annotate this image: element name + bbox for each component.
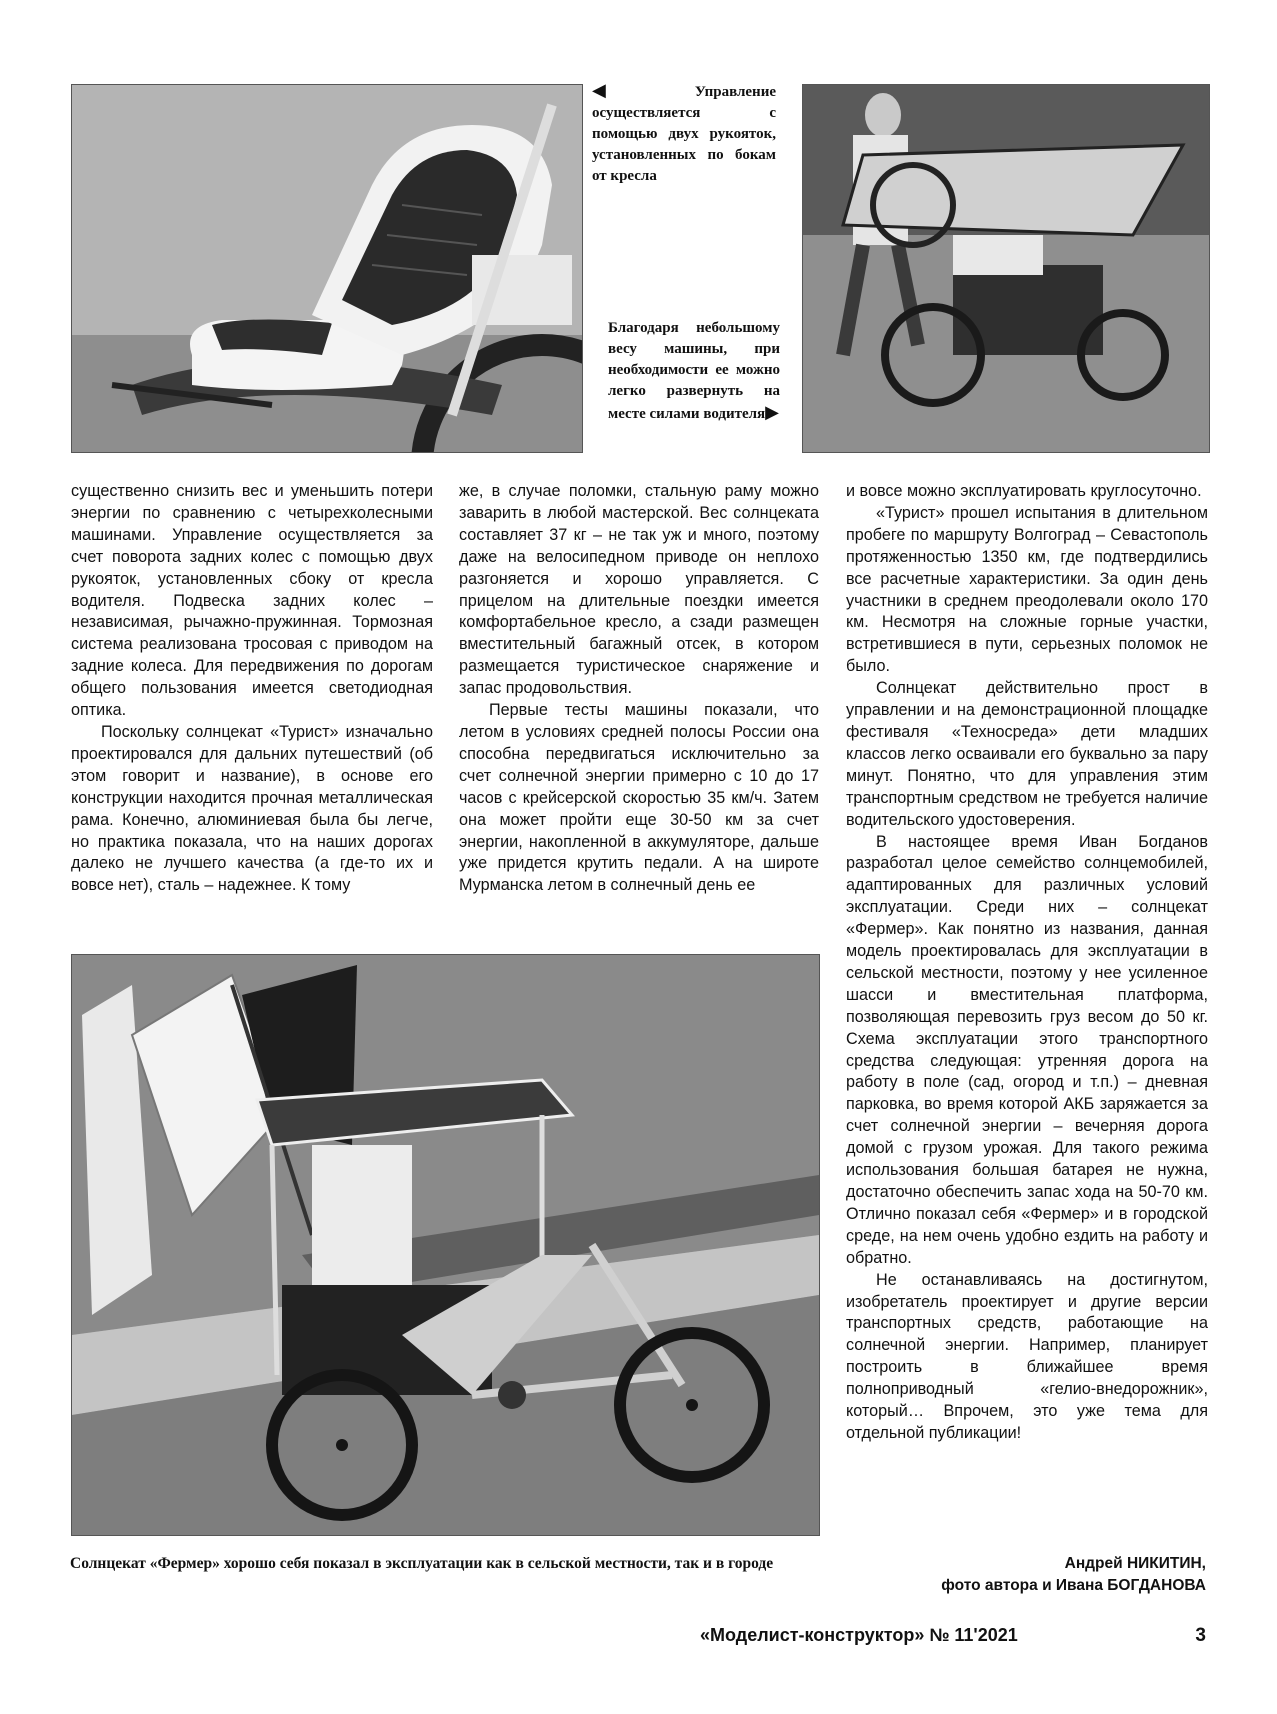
col2-paragraph: же, в случае поломки, стальную раму можно заварить в любой мастерской. Вес солнцеката составляет 37 кг – не так уж и много, поэтому даже на велосипедном приводе он неплохо разгоняется и хорошо управляется. С прицелом на длительные поездки имеется комфортабельное кресло, а сзади размещен вместительный багажный отсек, в котором размещается туристическое снаряжение и запас продовольствия. — [459, 482, 819, 698]
photo-credit: фото автора и Ивана БОГДАНОВА — [941, 1577, 1206, 1594]
farmer-caption: Солнцекат «Фермер» хорошо себя показал в эксплуатации как в сельской местности, так и в городе — [70, 1555, 774, 1572]
magazine-title: «Моделист-конструктор» № 11'2021 — [700, 1625, 1018, 1645]
col3-paragraph: Не останавливаясь на достигнутом, изобретатель проектирует и другие версии транспортных средств, работающие на солнечной энергии. Например, планирует построить в ближайшее время полноприводный «гелио-внедорожник», который… Впрочем, это уже тема для отдельной публикации! — [846, 1270, 1208, 1442]
article-column-1 — [71, 481, 433, 897]
col3-paragraph: и вовсе можно эксплуатировать круглосуточно. — [846, 482, 1202, 500]
col3-paragraph: Солнцекат действительно прост в управлении и на демонстрационной площадке фестиваля «Техносреда» дети младших классов легко осваивали его буквально за пару минут. Понятно, что для управления этим транспортным средством не требуется наличие водительского удостоверения. — [846, 679, 1208, 829]
farmer-photo — [71, 954, 820, 1536]
seat-caption — [592, 80, 776, 187]
col1-paragraph: существенно снизить вес и уменьшить потери энергии по сравнению с четырехколесными машинами. Управление осуществляется за счет поворота задних колес с помощью двух рукояток, установленных сбоку от кресла водителя. Подвеска задних колес – независимая, рычажно-пружинная. Тормозная система реализована тросовая с приводом на задние колеса. Для передвижения по дорогам общего пользования имеется светодиодная оптика. — [71, 482, 433, 720]
author-credit — [826, 1553, 1206, 1597]
col2-paragraph: Первые тесты машины показали, что летом в условиях средней полосы России она способна передвигаться исключительно за счет солнечной энергии примерно с 10 до 17 часов с крейсерской скоростью 35 км/ч. Затем она может пройти еще 30-50 км за счет энергии, накопленной в аккумуляторе, дальше уже придется крутить педали. А на широте Мурманска летом в солнечный день ее — [459, 701, 819, 895]
page-number: 3 — [1195, 1625, 1206, 1646]
arrow-left-icon: ◀ — [592, 80, 695, 100]
seat-caption-text: Управление осуществляется с помощью двух рукояток, установленных по бокам от кресла — [592, 84, 776, 184]
author-name: Андрей НИКИТИН, — [1064, 1555, 1206, 1572]
col1-paragraph: Поскольку солнцекат «Турист» изначально проектировался для дальних путешествий (об этом говорит и название), в основе его конструкции находится прочная металлическая рама. Конечно, алюминиевая была бы легче, но практика показала, что на наших дорогах далеко не лучшего качества (а где-то их и вовсе нет), сталь – надежнее. К тому — [71, 722, 433, 895]
seat-photo — [71, 84, 583, 453]
arrow-right-icon: ▶ — [765, 402, 780, 422]
article-column-2 — [459, 481, 819, 897]
walking-caption — [608, 318, 780, 425]
walking-photo — [802, 84, 1210, 453]
col3-paragraph: В настоящее время Иван Богданов разработал целое семейство солнцемобилей, адаптированных для различных условий эксплуатации. Среди них – солнцекат «Фермер». Как понятно из названия, данная модель проектировалась для эксплуатации в сельской местности, поэтому у нее усиленное шасси и вместительная платформа, позволяющая перевозить груз весом до 50 кг. Схема эксплуатации этого транспортного средства следующая: утренняя дорога на работу в поле (сад, огород и т.п.) – дневная парковка, во время которой АКБ заряжается за счет солнечной энергии – вечерняя дорога домой с грузом урожая. Для такого режима использования большая батарея не нужна, достаточно обеспечить запас хода на 50-70 км. Отлично показал себя «Фермер» и в городской среде, на нем очень удобно ездить на работу и обратно. — [846, 832, 1208, 1267]
col3-paragraph: «Турист» прошел испытания в длительном пробеге по маршруту Волгоград – Севастополь протяженностью 1350 км, где подтвердились все расчетные характеристики. За один день участники в среднем преодолевали около 170 км. Несмотря на сложные горные участки, встретившиеся в пути, серьезных поломок не было. — [846, 503, 1208, 676]
article-column-3 — [846, 481, 1208, 1445]
walking-caption-text: Благодаря небольшому весу машины, при необходимости ее можно легко развернуть на месте силами водителя — [608, 320, 780, 422]
page-footer — [700, 1625, 1206, 1646]
